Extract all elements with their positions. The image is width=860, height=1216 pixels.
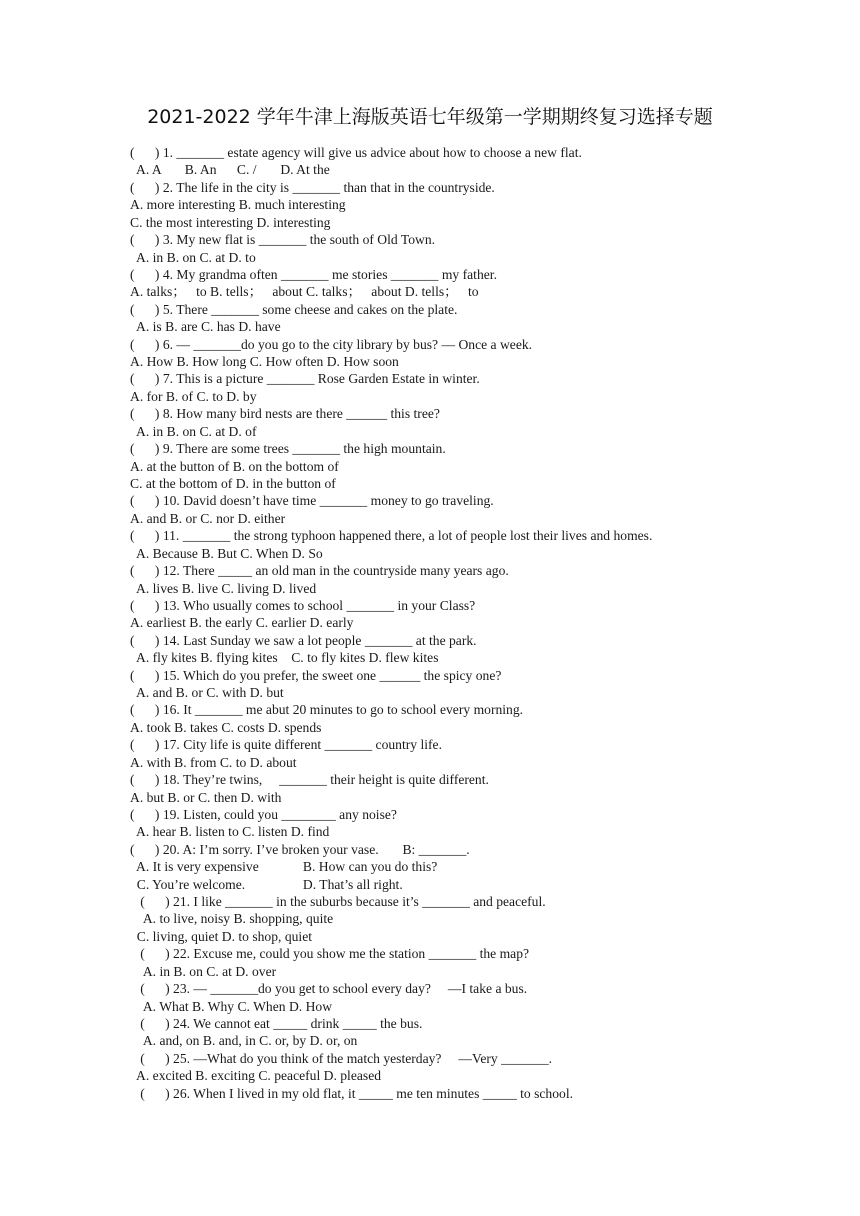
options-line: A. and B. or C. nor D. either [130, 510, 286, 526]
options-line: A. talks； to B. tells； about C. talks； about D. tells； to [130, 284, 479, 300]
options-line: A. more interesting B. much interesting [130, 197, 346, 213]
options-line: A. for B. of C. to D. by [130, 388, 257, 404]
options-line: A. Because B. But C. When D. So [130, 545, 323, 561]
options-line: A. hear B. listen to C. listen D. find [130, 824, 330, 840]
question-line: ( ) 12. There _____ an old man in the countryside many years ago. [130, 563, 509, 579]
question-line: ( ) 6. — _______do you go to the city library by bus? — Once a week. [130, 336, 533, 352]
question-line: ( ) 11. _______ the strong typhoon happened there, a lot of people lost their lives and homes. [130, 528, 653, 544]
options-line: A. to live, noisy B. shopping, quite [130, 911, 334, 927]
options-line: A. lives B. live C. living D. lived [130, 580, 317, 596]
question-line: ( ) 18. They’re twins, _______ their height is quite different. [130, 772, 489, 788]
question-line: ( ) 26. When I lived in my old flat, it _____ me ten minutes _____ to school. [130, 1085, 573, 1101]
document-title: 2021-2022 学年牛津上海版英语七年级第一学期期终复习选择专题 [147, 106, 713, 128]
options-line: A. took B. takes C. costs D. spends [130, 719, 322, 735]
question-line: ( ) 13. Who usually comes to school _______ in your Class? [130, 597, 476, 613]
options-line: C. the most interesting D. interesting [130, 214, 331, 230]
question-line: ( ) 2. The life in the city is _______ than that in the countryside. [130, 179, 495, 195]
question-line: ( ) 9. There are some trees _______ the high mountain. [130, 441, 446, 457]
options-line: A. How B. How long C. How often D. How soon [130, 354, 399, 370]
options-line: C. at the bottom of D. in the button of [130, 475, 336, 491]
question-line: ( ) 1. _______ estate agency will give us advice about how to choose a new flat. [130, 145, 582, 160]
question-line: ( ) 8. How many bird nests are there ______ this tree? [130, 406, 440, 422]
options-line: C. living, quiet D. to shop, quiet [130, 928, 313, 944]
options-line: A. in B. on C. at D. to [130, 249, 256, 265]
options-line: A. excited B. exciting C. peaceful D. pleased [130, 1068, 382, 1084]
options-line: A. in B. on C. at D. over [130, 963, 277, 979]
question-line: ( ) 25. —What do you think of the match yesterday? —Very _______. [130, 1050, 553, 1066]
options-line: A. is B. are C. has D. have [130, 319, 281, 335]
options-line: A. in B. on C. at D. of [130, 423, 257, 439]
question-line: ( ) 16. It _______ me abut 20 minutes to go to school every morning. [130, 702, 524, 718]
options-line: A. at the button of B. on the bottom of [130, 458, 339, 474]
question-line: ( ) 23. — _______do you get to school every day? —I take a bus. [130, 981, 528, 997]
question-line: ( ) 22. Excuse me, could you show me the station _______ the map? [130, 946, 530, 962]
question-line: ( ) 10. David doesn’t have time _______ money to go traveling. [130, 493, 494, 509]
question-line: ( ) 4. My grandma often _______ me stories _______ my father. [130, 266, 497, 282]
question-line: ( ) 24. We cannot eat _____ drink _____ the bus. [130, 1016, 423, 1031]
options-line: C. You’re welcome. D. That’s all right. [130, 876, 403, 892]
options-line: A. What B. Why C. When D. How [130, 998, 333, 1014]
options-line: A. with B. from C. to D. about [130, 754, 297, 770]
options-line: A. A B. An C. / D. At the [130, 162, 330, 178]
options-line: A. and B. or C. with D. but [130, 685, 284, 701]
question-line: ( ) 17. City life is quite different _______ country life. [130, 737, 442, 753]
question-line: ( ) 5. There _______ some cheese and cakes on the plate. [130, 301, 458, 317]
question-line: ( ) 7. This is a picture _______ Rose Garden Estate in winter. [130, 371, 480, 387]
question-line: ( ) 15. Which do you prefer, the sweet one ______ the spicy one? [130, 667, 502, 683]
options-line: A. It is very expensive B. How can you do this? [130, 859, 438, 875]
question-line: ( ) 20. A: I’m sorry. I’ve broken your vase. B: _______. [130, 841, 470, 857]
options-line: A. earliest B. the early C. earlier D. early [130, 615, 354, 631]
question-line: ( ) 19. Listen, could you ________ any noise? [130, 806, 397, 822]
options-line: A. but B. or C. then D. with [130, 789, 282, 805]
question-line: ( ) 21. I like _______ in the suburbs because it’s _______ and peaceful. [130, 894, 546, 910]
question-line: ( ) 14. Last Sunday we saw a lot people _______ at the park. [130, 632, 477, 648]
question-line: ( ) 3. My new flat is _______ the south of Old Town. [130, 232, 436, 248]
options-line: A. and, on B. and, in C. or, by D. or, on [130, 1033, 358, 1049]
options-line: A. fly kites B. flying kites C. to fly kites D. flew kites [130, 650, 439, 666]
